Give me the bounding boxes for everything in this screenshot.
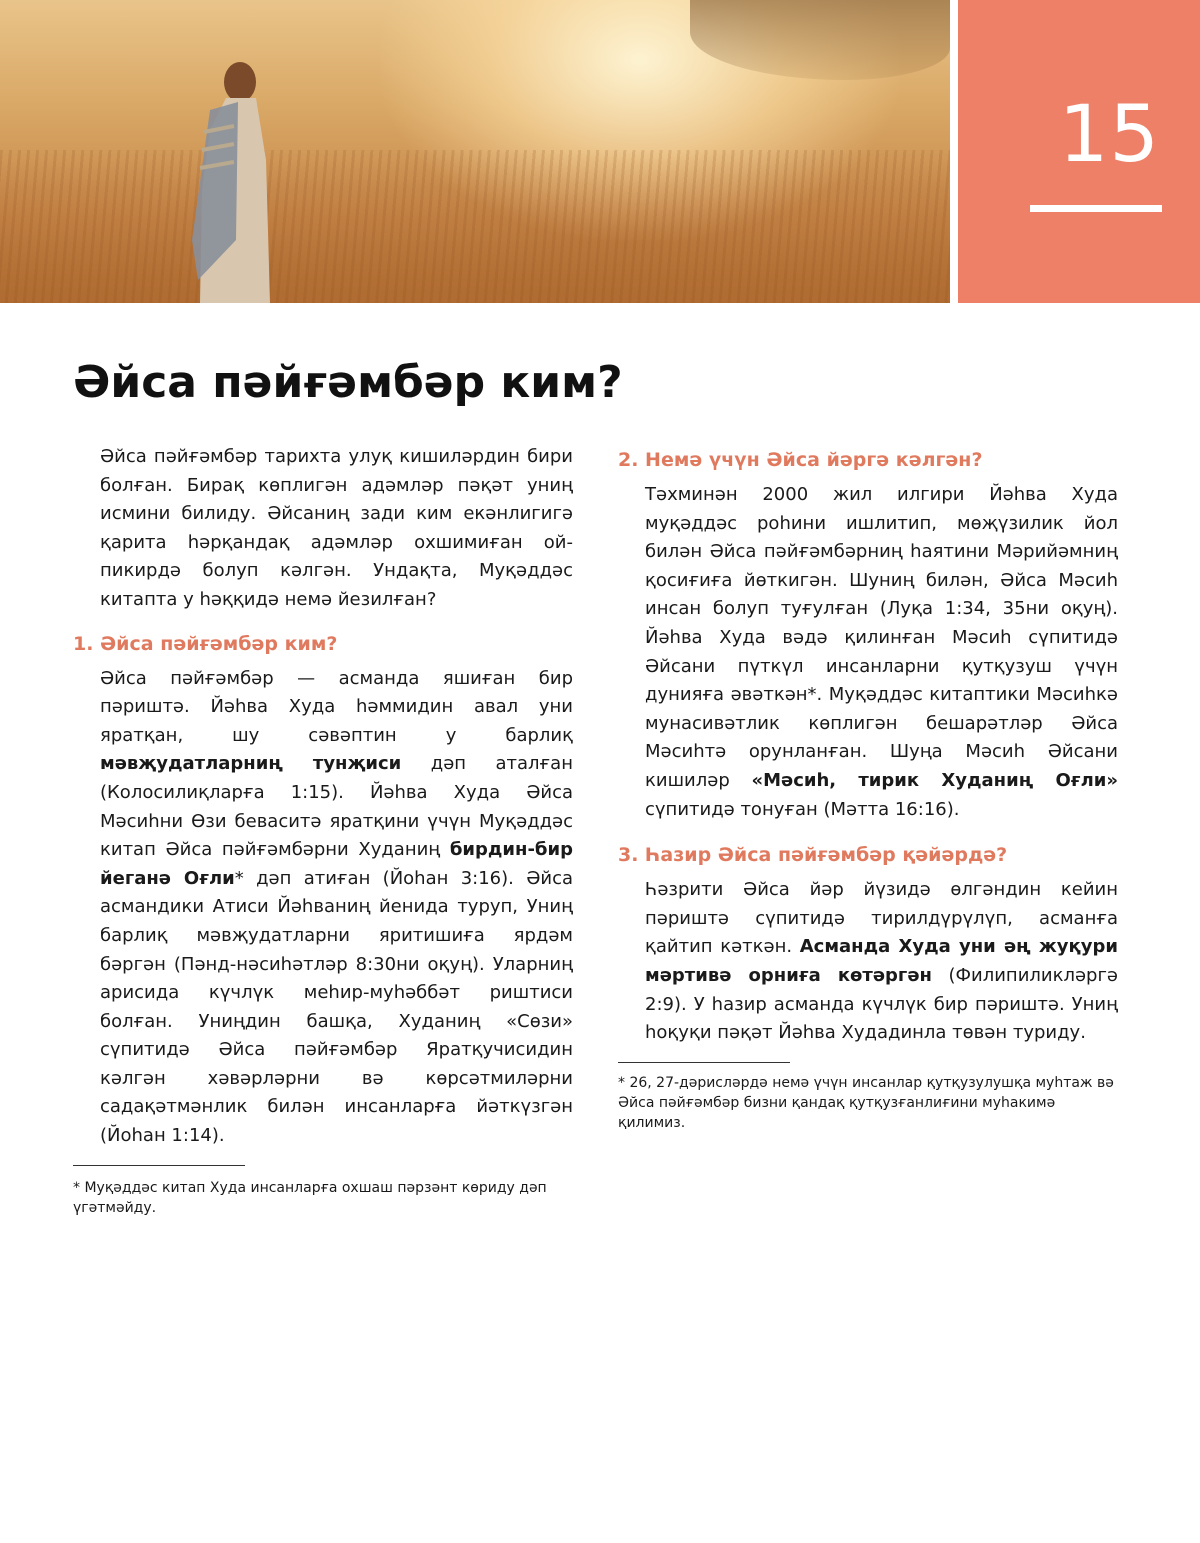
- section-3-paragraph: [618, 876, 1118, 1048]
- right-column: [618, 443, 1118, 1133]
- hero-photo: [0, 0, 950, 303]
- text-run: сүпитидә тонуған (Мәтта 16:16).: [645, 798, 960, 820]
- footnote-divider: [73, 1165, 245, 1166]
- bold-phrase: Асманда Худа уни әң жуқури мәртивә орниға көтәргән: [645, 936, 1118, 986]
- intro-paragraph: Әйса пәйғәмбәр тарихта улуқ кишиләрдин бири болған. Бирақ көплигән адәмләр пәқәт униң исмини билиду. Әйсаниң зади ким екәнлигигә қарита һәрқандақ адәмләр охшимиған ой-пикирдә болуп кәлгән. Ундақта, Муқәддәс китапта у һәққидә немә йезилған?: [100, 446, 573, 610]
- text-run: Әйса пәйғәмбәр — асманда яшиған бир пәриштә. Йәһва Худа һәммидин авал уни яратқан, шу сәвәптин у барлиқ: [100, 667, 573, 746]
- page-title: Әйса пәйғәмбәр ким?: [73, 357, 623, 408]
- section-2-paragraph: [618, 481, 1118, 824]
- bold-phrase: бирдин-бир йеганә Оғли: [100, 839, 573, 889]
- text-run: (Филипиликләргә 2:9). У һазир асманда күчлүк бир пәриштә. Униң һоқуқи пәқәт Йәһва Худадинла төвән туриду.: [645, 964, 1119, 1044]
- lesson-number: 15: [1058, 90, 1160, 180]
- walking-man-figure: [140, 40, 290, 303]
- text-run: Тәхминән 2000 жил илгири Йәһва Худа муқәддәс роһини ишлитип, мөҗүзилик йол билән Әйса пәйғәмбәрниң һаятини Мәрийәмниң қосиғиға йөткигән. Шуниң билән, Әйса Мәсиһ инсан болуп туғулған (Луқа 1:34, 35ни оқуң). Йәһва Худа вәдә қилинған Мәсиһ сүпитидә Әйсани пүткүл инсанларни қутқузуш үчүн дунияға әвәткән*. Муқәддәс китаптики Мәсиһкә мунасивәтлик көплигән бешарәтләр Әйса Мәсиһтә орунланған. Шуңа Мәсиһ Әйсани кишиләр: [645, 484, 1118, 791]
- text-run: дәп аталған (Колосилиқларға 1:15). Йәһва Худа Әйса Мәсиһни Өзи беваситә яратқини үчүн Муқәддәс китап Әйса пәйғәмбәрни Худаниң: [100, 753, 573, 861]
- section-1-heading: 1. Әйса пәйғәмбәр ким?: [73, 632, 338, 655]
- text-run: Һәзрити Әйса йәр йүзидә өлгәндин кейин пәриштә сүпитидә тирилдүрүлүп, асманға қайтип кәткән.: [645, 879, 1118, 958]
- left-column: [73, 443, 573, 1218]
- section-3-heading: 3. Һазир Әйса пәйғәмбәр қәйәрдә?: [618, 844, 1008, 867]
- text-run: * дәп атиған (Йоһан 3:16). Әйса асмандики Атиси Йәһваниң йенида туруп, Униң барлиқ мәвҗудатларни яритишиға ярдәм бәргән (Пәнд-нәсиһәтләр 8:30ни оқуң). Уларниң арисида күчлүк меһир-муһәббәт риштиси болған. Униңдин башқа, Худаниң «Сөзи» сүпитидә Әйса пәйғәмбәр Яратқучисидин кәлгән хәвәрләрни вә көрсәтмиләрни садақәтмәнлик билән инсанларға йәткүзгән (Йоһан 1:14).: [100, 867, 573, 1147]
- lesson-number-underline: [1030, 205, 1162, 212]
- section-2-heading: 2. Немә үчүн Әйса йәргә кәлгән?: [618, 449, 983, 471]
- section-1-paragraph: [73, 665, 573, 1151]
- bold-phrase: «Мәсиһ, тирик Худаниң Оғли»: [751, 769, 1119, 791]
- bold-phrase: мәвҗудатларниң тунҗиси: [100, 753, 402, 775]
- footnote: * Муқәддәс китап Худа инсанларға охшаш пәрзәнт көриду дәп үгәтмәйду.: [73, 1179, 547, 1216]
- footnote: * 26, 27-дәрисләрдә немә үчүн инсанлар қутқузулушқа муһтаж вә Әйса пәйғәмбәр бизни қандақ қутқузғанлиғини муһакимә қилимиз.: [618, 1074, 1114, 1131]
- footnote-divider: [618, 1062, 790, 1063]
- lesson-number-badge: [958, 0, 1200, 303]
